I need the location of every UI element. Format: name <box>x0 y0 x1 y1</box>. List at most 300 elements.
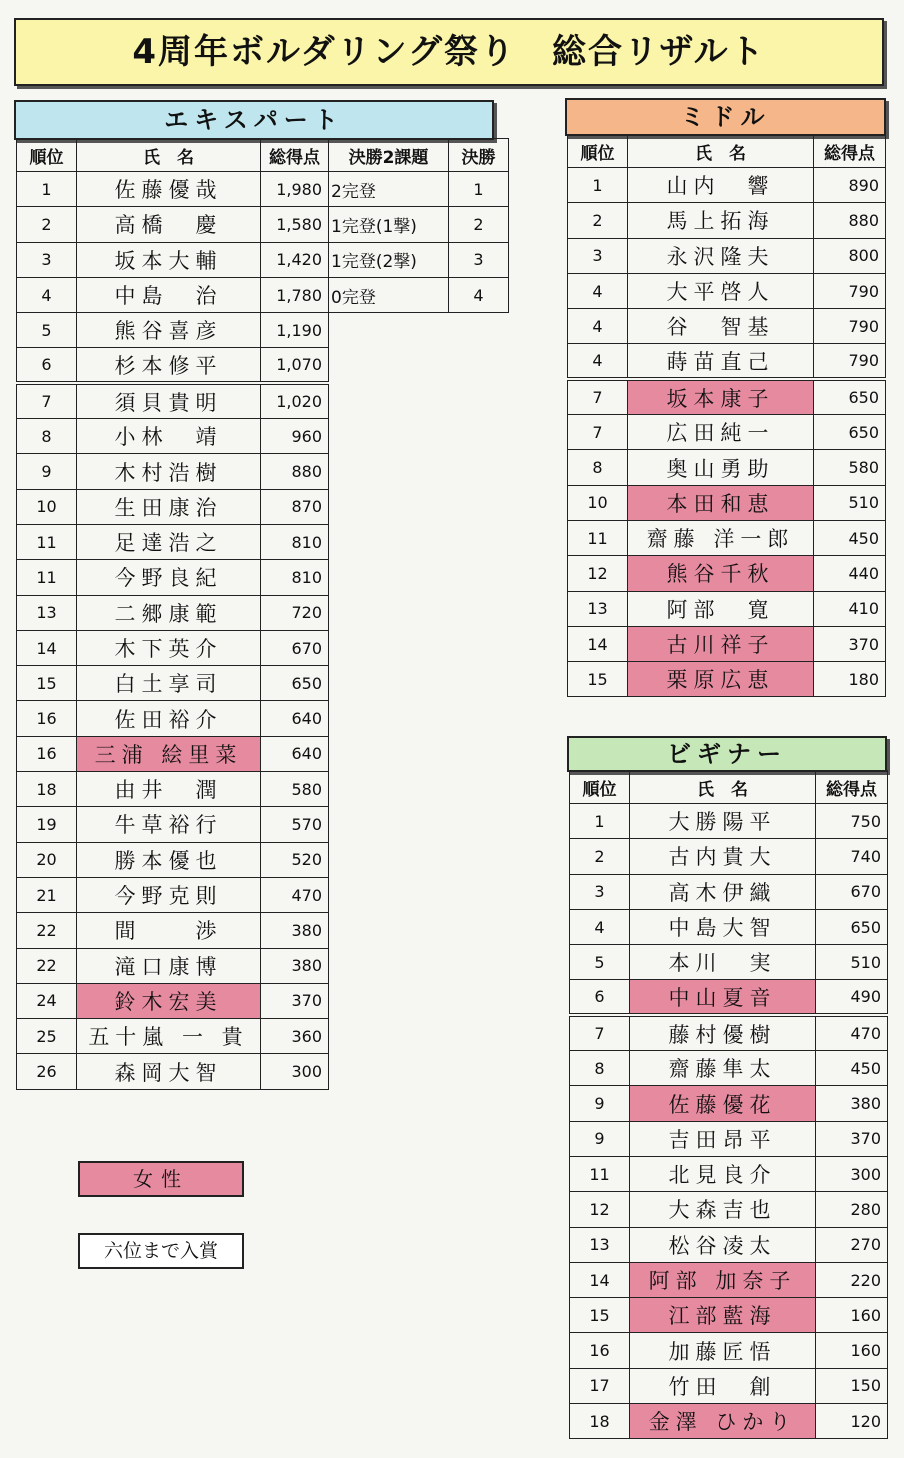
table-row <box>17 489 509 524</box>
score-cell: 790 <box>814 344 886 379</box>
empty-cell <box>329 983 449 1018</box>
empty-cell <box>329 524 449 559</box>
score-cell: 490 <box>816 980 888 1015</box>
table-row <box>570 980 888 1015</box>
score-cell: 790 <box>814 273 886 308</box>
empty-cell <box>329 489 449 524</box>
name-cell: 今野良紀 <box>77 560 261 595</box>
table-row <box>568 168 886 203</box>
table-row <box>17 383 509 418</box>
rank-cell: 18 <box>570 1404 630 1439</box>
score-cell: 810 <box>261 524 329 559</box>
table-row <box>570 1192 888 1227</box>
name-cell: 古内貴大 <box>630 839 816 874</box>
score-cell: 640 <box>261 701 329 736</box>
empty-cell <box>449 983 509 1018</box>
table-row <box>17 1019 509 1054</box>
rank-cell: 11 <box>17 524 77 559</box>
name-cell: 金澤 ひかり <box>630 1404 816 1439</box>
empty-cell <box>329 666 449 701</box>
table-row <box>568 450 886 485</box>
rank-cell: 10 <box>568 485 628 520</box>
table-row <box>17 666 509 701</box>
expert-column-header: 順位 <box>17 139 77 172</box>
table-row <box>570 1156 888 1191</box>
name-cell: 五十嵐 一 貴 <box>77 1019 261 1054</box>
empty-cell <box>329 454 449 489</box>
rank-cell: 5 <box>17 313 77 348</box>
rank-cell: 9 <box>17 454 77 489</box>
empty-cell <box>449 524 509 559</box>
rank-cell: 2 <box>568 203 628 238</box>
name-cell: 北見良介 <box>630 1156 816 1191</box>
table-row <box>568 556 886 591</box>
rank-cell: 12 <box>570 1192 630 1227</box>
table-row <box>570 945 888 980</box>
rank-cell: 1 <box>570 804 630 839</box>
rank-cell: 9 <box>570 1086 630 1121</box>
score-cell: 650 <box>814 415 886 450</box>
rank-cell: 19 <box>17 807 77 842</box>
name-cell: 鈴木宏美 <box>77 983 261 1018</box>
name-cell: 木村浩樹 <box>77 454 261 489</box>
score-cell: 1,020 <box>261 383 329 418</box>
table-row <box>570 1121 888 1156</box>
name-cell: 森岡大智 <box>77 1054 261 1089</box>
table-row <box>568 379 886 414</box>
table-row <box>570 1015 888 1050</box>
rank-cell: 6 <box>570 980 630 1015</box>
name-cell: 大森吉也 <box>630 1192 816 1227</box>
expert-column-header: 総得点 <box>261 139 329 172</box>
empty-cell <box>329 948 449 983</box>
table-row <box>568 626 886 661</box>
final-rank-cell: 3 <box>449 242 509 277</box>
score-cell: 160 <box>816 1333 888 1368</box>
table-row <box>17 313 509 348</box>
rank-cell: 7 <box>568 379 628 414</box>
name-cell: 二郷康範 <box>77 595 261 630</box>
name-cell: 間 渉 <box>77 913 261 948</box>
name-cell: 山内 響 <box>628 168 814 203</box>
score-cell: 670 <box>261 630 329 665</box>
name-cell: 奥山勇助 <box>628 450 814 485</box>
rank-cell: 1 <box>568 168 628 203</box>
score-cell: 810 <box>261 560 329 595</box>
table-row <box>17 207 509 242</box>
empty-cell <box>329 736 449 771</box>
name-cell: 白土享司 <box>77 666 261 701</box>
middle-column-header: 氏 名 <box>628 135 814 168</box>
score-cell: 870 <box>261 489 329 524</box>
score-cell: 650 <box>814 379 886 414</box>
empty-cell <box>449 807 509 842</box>
empty-cell <box>449 560 509 595</box>
middle-table <box>567 134 886 697</box>
table-row <box>570 1404 888 1439</box>
empty-cell <box>329 1019 449 1054</box>
score-cell: 800 <box>814 238 886 273</box>
rank-cell: 8 <box>570 1051 630 1086</box>
score-cell: 370 <box>816 1121 888 1156</box>
name-cell: 本川 実 <box>630 945 816 980</box>
final-result-cell: 1完登(1撃) <box>329 207 449 242</box>
empty-cell <box>329 595 449 630</box>
rank-cell: 4 <box>568 309 628 344</box>
middle-column-header: 総得点 <box>814 135 886 168</box>
score-cell: 510 <box>814 485 886 520</box>
score-cell: 280 <box>816 1192 888 1227</box>
rank-cell: 15 <box>17 666 77 701</box>
name-cell: 齋藤 洋一郎 <box>628 520 814 555</box>
empty-cell <box>329 913 449 948</box>
table-row <box>17 419 509 454</box>
empty-cell <box>449 1054 509 1089</box>
empty-cell <box>329 419 449 454</box>
score-cell: 510 <box>816 945 888 980</box>
table-row <box>17 913 509 948</box>
name-cell: 栗原広恵 <box>628 662 814 697</box>
score-cell: 380 <box>261 913 329 948</box>
rank-cell: 11 <box>568 520 628 555</box>
empty-cell <box>449 313 509 348</box>
score-cell: 1,070 <box>261 348 329 383</box>
rank-cell: 21 <box>17 877 77 912</box>
table-row <box>17 772 509 807</box>
score-cell: 890 <box>814 168 886 203</box>
table-row <box>17 524 509 559</box>
rank-cell: 22 <box>17 948 77 983</box>
name-cell: 江部藍海 <box>630 1298 816 1333</box>
name-cell: 永沢隆夫 <box>628 238 814 273</box>
rank-cell: 14 <box>17 630 77 665</box>
score-cell: 960 <box>261 419 329 454</box>
table-row <box>570 1086 888 1121</box>
table-row <box>17 842 509 877</box>
table-row <box>17 172 509 207</box>
beginner-table <box>569 770 888 1439</box>
table-row <box>570 839 888 874</box>
middle-header: ミドル <box>565 98 886 136</box>
name-cell: 広田純一 <box>628 415 814 450</box>
table-row <box>568 273 886 308</box>
score-cell: 750 <box>816 804 888 839</box>
name-cell: 本田和恵 <box>628 485 814 520</box>
expert-column-header: 氏 名 <box>77 139 261 172</box>
name-cell: 今野克則 <box>77 877 261 912</box>
rank-cell: 16 <box>570 1333 630 1368</box>
beginner-column-header: 氏 名 <box>630 771 816 804</box>
empty-cell <box>329 772 449 807</box>
score-cell: 360 <box>261 1019 329 1054</box>
rank-cell: 4 <box>17 277 77 312</box>
table-row <box>17 736 509 771</box>
rank-cell: 24 <box>17 983 77 1018</box>
score-cell: 520 <box>261 842 329 877</box>
expert-column-header: 決勝2課題 <box>329 139 449 172</box>
score-cell: 270 <box>816 1227 888 1262</box>
name-cell: 牛草裕行 <box>77 807 261 842</box>
table-row <box>17 348 509 383</box>
rank-cell: 5 <box>570 945 630 980</box>
score-cell: 370 <box>261 983 329 1018</box>
rank-cell: 10 <box>17 489 77 524</box>
name-cell: 齋藤隼太 <box>630 1051 816 1086</box>
score-cell: 580 <box>261 772 329 807</box>
name-cell: 小林 靖 <box>77 419 261 454</box>
empty-cell <box>449 948 509 983</box>
empty-cell <box>449 383 509 418</box>
table-row <box>17 454 509 489</box>
empty-cell <box>329 348 449 383</box>
name-cell: 杉本修平 <box>77 348 261 383</box>
score-cell: 880 <box>261 454 329 489</box>
name-cell: 木下英介 <box>77 630 261 665</box>
rank-cell: 1 <box>17 172 77 207</box>
empty-cell <box>329 807 449 842</box>
rank-cell: 15 <box>570 1298 630 1333</box>
rank-cell: 8 <box>17 419 77 454</box>
rank-cell: 17 <box>570 1368 630 1403</box>
score-cell: 650 <box>816 909 888 944</box>
rank-cell: 9 <box>570 1121 630 1156</box>
score-cell: 1,780 <box>261 277 329 312</box>
rank-cell: 3 <box>568 238 628 273</box>
score-cell: 180 <box>814 662 886 697</box>
table-row <box>570 1298 888 1333</box>
rank-cell: 2 <box>570 839 630 874</box>
name-cell: 中島大智 <box>630 909 816 944</box>
table-row <box>568 344 886 379</box>
legend-female: 女性 <box>78 1161 244 1197</box>
table-row <box>17 701 509 736</box>
rank-cell: 14 <box>570 1262 630 1297</box>
score-cell: 670 <box>816 874 888 909</box>
table-row <box>570 874 888 909</box>
rank-cell: 3 <box>17 242 77 277</box>
beginner-column-header: 総得点 <box>816 771 888 804</box>
score-cell: 380 <box>261 948 329 983</box>
score-cell: 1,580 <box>261 207 329 242</box>
name-cell: 大勝陽平 <box>630 804 816 839</box>
empty-cell <box>449 454 509 489</box>
table-row <box>570 909 888 944</box>
name-cell: 勝本優也 <box>77 842 261 877</box>
name-cell: 谷 智基 <box>628 309 814 344</box>
empty-cell <box>329 701 449 736</box>
rank-cell: 7 <box>568 415 628 450</box>
table-row <box>17 560 509 595</box>
rank-cell: 6 <box>17 348 77 383</box>
score-cell: 470 <box>261 877 329 912</box>
empty-cell <box>449 772 509 807</box>
score-cell: 580 <box>814 450 886 485</box>
name-cell: 熊谷喜彦 <box>77 313 261 348</box>
score-cell: 650 <box>261 666 329 701</box>
rank-cell: 14 <box>568 626 628 661</box>
score-cell: 300 <box>816 1156 888 1191</box>
name-cell: 三浦 絵里菜 <box>77 736 261 771</box>
score-cell: 450 <box>816 1051 888 1086</box>
rank-cell: 7 <box>570 1015 630 1050</box>
name-cell: 阿部 寛 <box>628 591 814 626</box>
expert-header: エキスパート <box>14 100 494 140</box>
score-cell: 1,980 <box>261 172 329 207</box>
table-row <box>568 591 886 626</box>
rank-cell: 18 <box>17 772 77 807</box>
rank-cell: 11 <box>570 1156 630 1191</box>
empty-cell <box>449 595 509 630</box>
name-cell: 中島 治 <box>77 277 261 312</box>
table-row <box>17 595 509 630</box>
score-cell: 370 <box>814 626 886 661</box>
empty-cell <box>449 348 509 383</box>
table-row <box>568 662 886 697</box>
table-row <box>17 807 509 842</box>
empty-cell <box>449 913 509 948</box>
score-cell: 880 <box>814 203 886 238</box>
rank-cell: 4 <box>570 909 630 944</box>
score-cell: 640 <box>261 736 329 771</box>
score-cell: 410 <box>814 591 886 626</box>
score-cell: 470 <box>816 1015 888 1050</box>
empty-cell <box>329 383 449 418</box>
rank-cell: 4 <box>568 273 628 308</box>
table-row <box>17 277 509 312</box>
empty-cell <box>449 630 509 665</box>
empty-cell <box>329 1054 449 1089</box>
name-cell: 中山夏音 <box>630 980 816 1015</box>
name-cell: 高橋 慶 <box>77 207 261 242</box>
table-row <box>17 983 509 1018</box>
score-cell: 1,420 <box>261 242 329 277</box>
empty-cell <box>329 560 449 595</box>
score-cell: 380 <box>816 1086 888 1121</box>
score-cell: 120 <box>816 1404 888 1439</box>
name-cell: 佐藤優花 <box>630 1086 816 1121</box>
table-row <box>570 1051 888 1086</box>
rank-cell: 20 <box>17 842 77 877</box>
rank-cell: 7 <box>17 383 77 418</box>
table-row <box>17 948 509 983</box>
final-rank-cell: 4 <box>449 277 509 312</box>
final-result-cell: 1完登(2撃) <box>329 242 449 277</box>
table-row <box>570 1333 888 1368</box>
expert-table <box>16 138 509 1090</box>
table-row <box>17 877 509 912</box>
legend-prize: 六位まで入賞 <box>78 1233 244 1269</box>
table-row <box>570 1262 888 1297</box>
empty-cell <box>329 630 449 665</box>
name-cell: 竹田 創 <box>630 1368 816 1403</box>
name-cell: 佐藤優哉 <box>77 172 261 207</box>
beginner-column-header: 順位 <box>570 771 630 804</box>
table-row <box>568 485 886 520</box>
table-row <box>17 630 509 665</box>
name-cell: 高木伊織 <box>630 874 816 909</box>
rank-cell: 13 <box>570 1227 630 1262</box>
empty-cell <box>329 313 449 348</box>
name-cell: 大平啓人 <box>628 273 814 308</box>
table-row <box>570 1368 888 1403</box>
name-cell: 吉田昂平 <box>630 1121 816 1156</box>
name-cell: 坂本大輔 <box>77 242 261 277</box>
score-cell: 160 <box>816 1298 888 1333</box>
score-cell: 790 <box>814 309 886 344</box>
rank-cell: 4 <box>568 344 628 379</box>
score-cell: 720 <box>261 595 329 630</box>
final-rank-cell: 1 <box>449 172 509 207</box>
rank-cell: 26 <box>17 1054 77 1089</box>
table-row <box>17 1054 509 1089</box>
name-cell: 足達浩之 <box>77 524 261 559</box>
name-cell: 馬上拓海 <box>628 203 814 238</box>
beginner-header: ビギナー <box>567 736 887 772</box>
empty-cell <box>449 419 509 454</box>
name-cell: 由井 潤 <box>77 772 261 807</box>
rank-cell: 2 <box>17 207 77 242</box>
name-cell: 坂本康子 <box>628 379 814 414</box>
rank-cell: 12 <box>568 556 628 591</box>
rank-cell: 8 <box>568 450 628 485</box>
rank-cell: 11 <box>17 560 77 595</box>
table-row <box>568 238 886 273</box>
final-rank-cell: 2 <box>449 207 509 242</box>
empty-cell <box>329 842 449 877</box>
empty-cell <box>449 701 509 736</box>
empty-cell <box>449 1019 509 1054</box>
name-cell: 熊谷千秋 <box>628 556 814 591</box>
rank-cell: 13 <box>568 591 628 626</box>
name-cell: 加藤匠悟 <box>630 1333 816 1368</box>
empty-cell <box>449 666 509 701</box>
name-cell: 蒔苗直己 <box>628 344 814 379</box>
table-row <box>568 520 886 555</box>
table-row <box>568 203 886 238</box>
score-cell: 450 <box>814 520 886 555</box>
score-cell: 440 <box>814 556 886 591</box>
rank-cell: 16 <box>17 736 77 771</box>
empty-cell <box>329 877 449 912</box>
score-cell: 740 <box>816 839 888 874</box>
expert-column-header: 決勝 <box>449 139 509 172</box>
name-cell: 藤村優樹 <box>630 1015 816 1050</box>
rank-cell: 25 <box>17 1019 77 1054</box>
score-cell: 300 <box>261 1054 329 1089</box>
name-cell: 須貝貴明 <box>77 383 261 418</box>
page-title: 4周年ボルダリング祭り 総合リザルト <box>14 18 884 86</box>
table-row <box>568 415 886 450</box>
rank-cell: 3 <box>570 874 630 909</box>
empty-cell <box>449 877 509 912</box>
final-result-cell: 2完登 <box>329 172 449 207</box>
score-cell: 570 <box>261 807 329 842</box>
table-row <box>570 804 888 839</box>
rank-cell: 15 <box>568 662 628 697</box>
middle-column-header: 順位 <box>568 135 628 168</box>
name-cell: 松谷凌太 <box>630 1227 816 1262</box>
score-cell: 220 <box>816 1262 888 1297</box>
final-result-cell: 0完登 <box>329 277 449 312</box>
rank-cell: 22 <box>17 913 77 948</box>
table-row <box>17 242 509 277</box>
empty-cell <box>449 489 509 524</box>
empty-cell <box>449 736 509 771</box>
name-cell: 阿部 加奈子 <box>630 1262 816 1297</box>
score-cell: 150 <box>816 1368 888 1403</box>
name-cell: 佐田裕介 <box>77 701 261 736</box>
rank-cell: 13 <box>17 595 77 630</box>
